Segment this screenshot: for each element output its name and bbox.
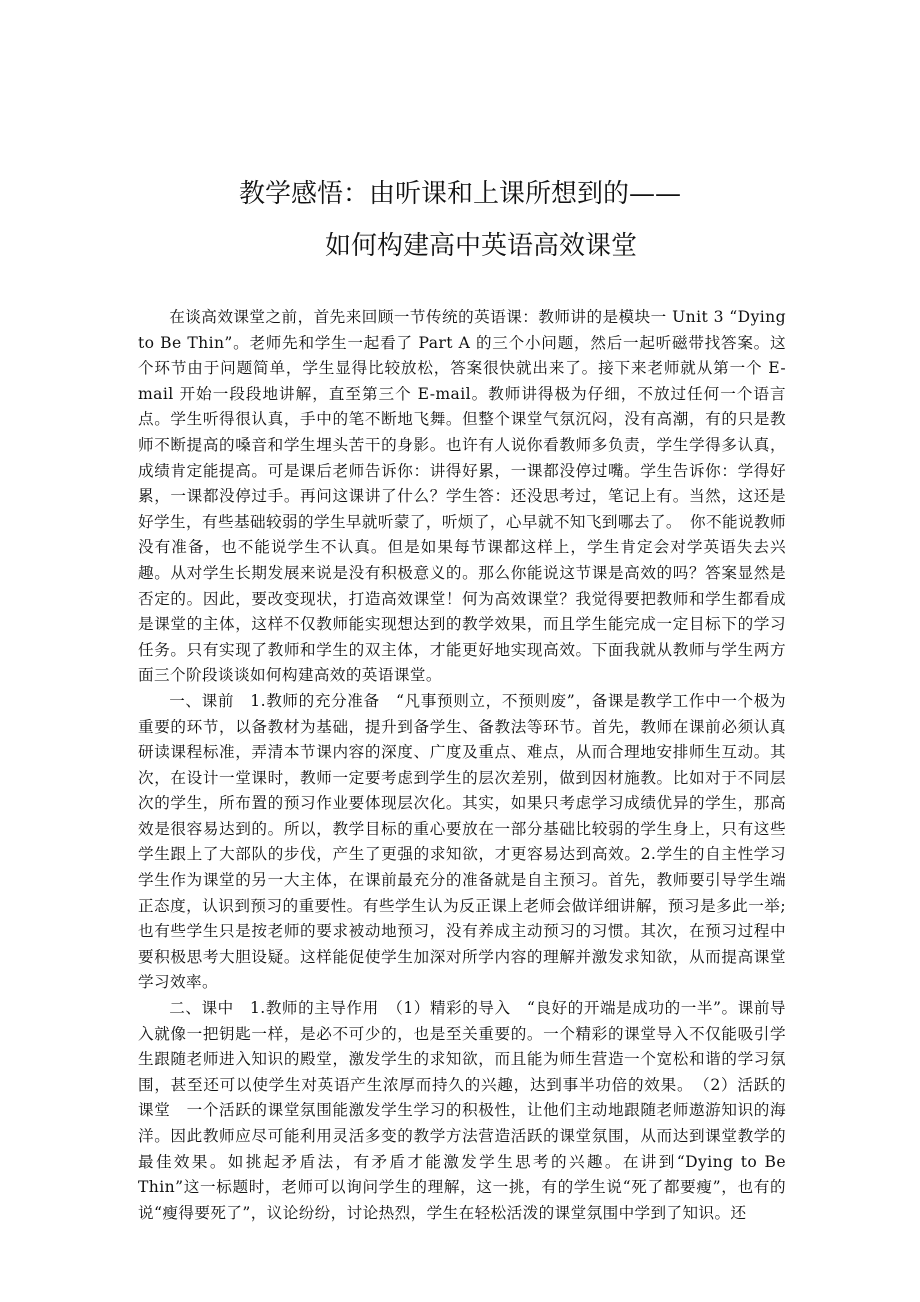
paragraph-intro: 在谈高效课堂之前，首先来回顾一节传统的英语课：教师讲的是模块一 Unit 3 “Dying to Be Thin”。老师先和学生一起看了 Part A 的三个小问题，然后一起听磁带找答案。这个环节由于问题简单，学生显得比较放松，答案很快就出来了。接下来老师就从第一个 E-mail 开始一段段地讲解，直至第三个 E-mail。教师讲得极为仔细，不放过任何一个语言点。学生听得很认真，手中的笔不断地飞舞。但整个课堂气氛沉闷，没有高潮，有的只是教师不断提高的嗓音和学生埋头苦干的身影。也许有人说你看教师多负责，学生学得多认真，成绩肯定能提高。可是课后老师告诉你：讲得好累，一课都没停过嘴。学生告诉你：学得好累，一课都没停过手。再问这课讲了什么？学生答：还没思考过，笔记上有。当然，这还是好学生，有些基础较弱的学生早就听蒙了，听烦了，心早就不知飞到哪去了。 你不能说教师没有准备，也不能说学生不认真。但是如果每节课都这样上，学生肯定会对学英语失去兴趣。从对学生长期发展来说是没有积极意义的。那么你能说这节课是高效的吗？答案显然是否定的。因此，要改变现状，打造高效课堂！何为高效课堂？我觉得要把教师和学生都看成是课堂的主体，这样不仅教师能实现想达到的教学效果，而且学生能完成一定目标下的学习任务。只有实现了教师和学生的双主体，才能更好地实现高效。下面我就从教师与学生两方面三个阶段谈谈如何构建高效的英语课堂。 xyxy=(138,308,786,685)
paragraph-during-class: 二、课中 1.教师的主导作用 （1）精彩的导入 “良好的开端是成功的一半”。课前导入就像一把钥匙一样，是必不可少的，也是至关重要的。一个精彩的课堂导入不仅能吸引学生跟随老师进入知识的殿堂，激发学生的求知欲，而且能为师生营造一个宽松和谐的学习氛围，甚至还可以使学生对英语产生浓厚而持久的兴趣，达到事半功倍的效果。 （2）活跃的课堂 一个活跃的课堂氛围能激发学生学习的积极性，让他们主动地跟随老师遨游知识的海洋。因此教师应尽可能利用灵活多变的教学方法营造活跃的课堂氛围，从而达到课堂教学的最佳效果。如挑起矛盾法，有矛盾才能激发学生思考的兴趣。在讲到“Dying to Be Thin”这一标题时，老师可以询问学生的理解，这一挑，有的学生说“死了都要瘦”，也有的说“瘦得要死了”，议论纷纷，讨论热烈，学生在轻松活泼的课堂氛围中学到了知识。还 xyxy=(138,999,786,1222)
document-title xyxy=(0,168,920,272)
title-line-2: 如何构建高中英语高效课堂 xyxy=(324,231,637,261)
title-line-1: 教学感悟：由听课和上课所想到的—— xyxy=(238,179,681,209)
document-body xyxy=(138,305,802,1226)
paragraph-before-class: 一、课前 1.教师的充分准备 “凡事预则立，不预则废”，备课是教学工作中一个极为重要的环节，以备教材为基础，提升到备学生、备教法等环节。首先，教师在课前必须认真研读课程标准，弄清本节课内容的深度、广度及重点、难点，从而合理地安排师生互动。其次，在设计一堂课时，教师一定要考虑到学生的层次差别，做到因材施教。比如对于不同层次的学生，所布置的预习作业要体现层次化。其实，如果只考虑学习成绩优异的学生，那高效是很容易达到的。所以，教学目标的重心要放在一部分基础比较弱的学生身上，只有这些学生跟上了大部队的步伐，产生了更强的求知欲，才更容易达到高效。2.学生的自主性学习 学生作为课堂的另一大主体，在课前最充分的准备就是自主预习。首先，教师要引导学生端正态度，认识到预习的重要性。有些学生认为反正课上老师会做详细讲解，预习是多此一举; 也有些学生只是按老师的要求被动地预习，没有养成主动预习的习惯。其次，在预习过程中要积极思考大胆设疑。这样能促使学生加深对所学内容的理解并激发求知欲，从而提高课堂学习效率。 xyxy=(138,691,802,992)
